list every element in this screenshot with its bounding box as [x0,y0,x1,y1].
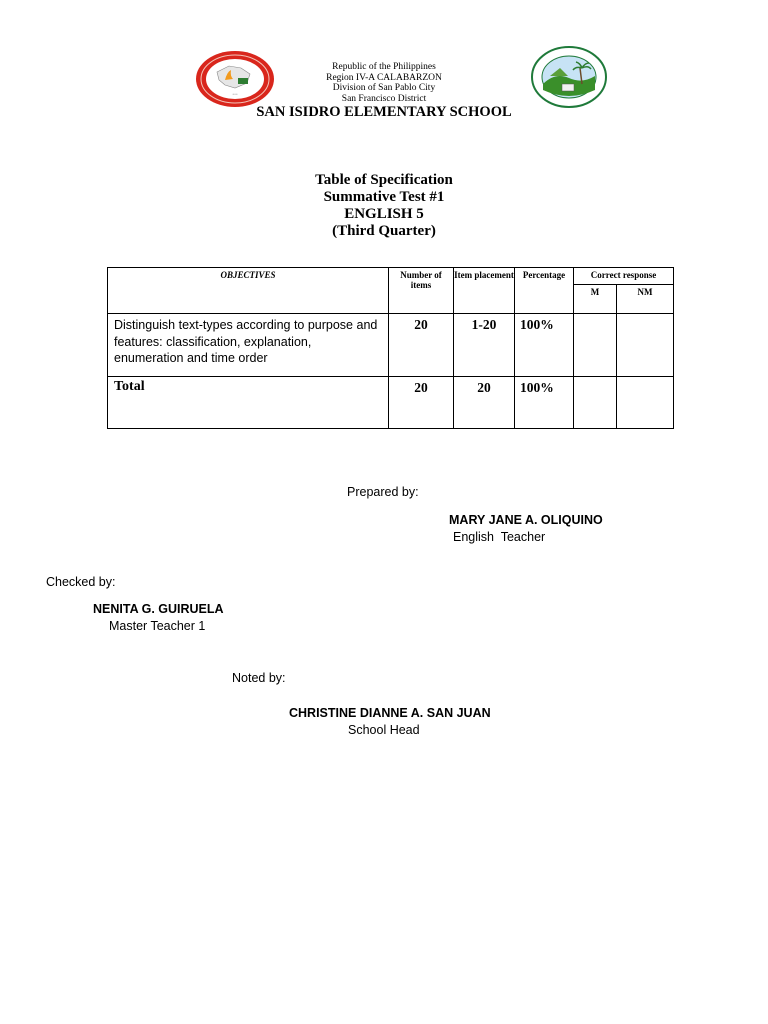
table-row [108,314,674,377]
prepared-by-label: Prepared by: [347,485,419,499]
checked-by-name: NENITA G. GUIRUELA [93,602,224,616]
svg-text:• • •: • • • [232,92,238,96]
header-region: Region IV-A CALABARZON [326,72,442,83]
total-percentage: 100% [515,377,574,429]
header-district: San Francisco District [341,93,427,104]
total-row [108,377,674,429]
m-cell [574,314,617,377]
school-name: SAN ISIDRO ELEMENTARY SCHOOL [256,104,512,120]
number-items-cell: 20 [389,314,454,377]
header-nm: NM [617,285,674,314]
total-number-items: 20 [389,377,454,429]
prepared-by-name: MARY JANE A. OLIQUINO [449,513,603,527]
header-block [0,62,768,104]
header-republic: Republic of the Philippines [332,62,436,72]
noted-by-title: School Head [348,723,420,737]
prepared-by-title: English Teacher [453,530,546,544]
total-item-placement: 20 [454,377,515,429]
noted-by-label: Noted by: [232,671,286,685]
checked-by-title: Master Teacher 1 [109,619,206,633]
title-line-2: Summative Test #1 [323,189,445,205]
item-placement-cell: 1-20 [454,314,515,377]
title-line-1: Table of Specification [315,172,453,188]
specification-table [107,267,674,429]
total-label: Total [108,377,389,429]
noted-by-name: CHRISTINE DIANNE A. SAN JUAN [289,706,491,720]
objective-cell: Distinguish text-types according to purpose and features: classification, explanation, enumeration and time order [108,314,389,377]
header-m: M [574,285,617,314]
total-nm-cell [617,377,674,429]
header-percentage: Percentage [515,268,574,314]
title-line-3: ENGLISH 5 [344,206,424,222]
title-line-4: (Third Quarter) [332,223,436,239]
header-correct-response: Correct response [574,268,674,285]
document-title-block [0,172,768,240]
nm-cell [617,314,674,377]
header-division: Division of San Pablo City [332,83,436,93]
header-number-items: Number of items [389,268,454,314]
checked-by-label: Checked by: [46,575,116,589]
percentage-cell: 100% [515,314,574,377]
header-item-placement: Item placement [454,268,515,314]
header-objectives: OBJECTIVES [108,268,389,314]
total-m-cell [574,377,617,429]
